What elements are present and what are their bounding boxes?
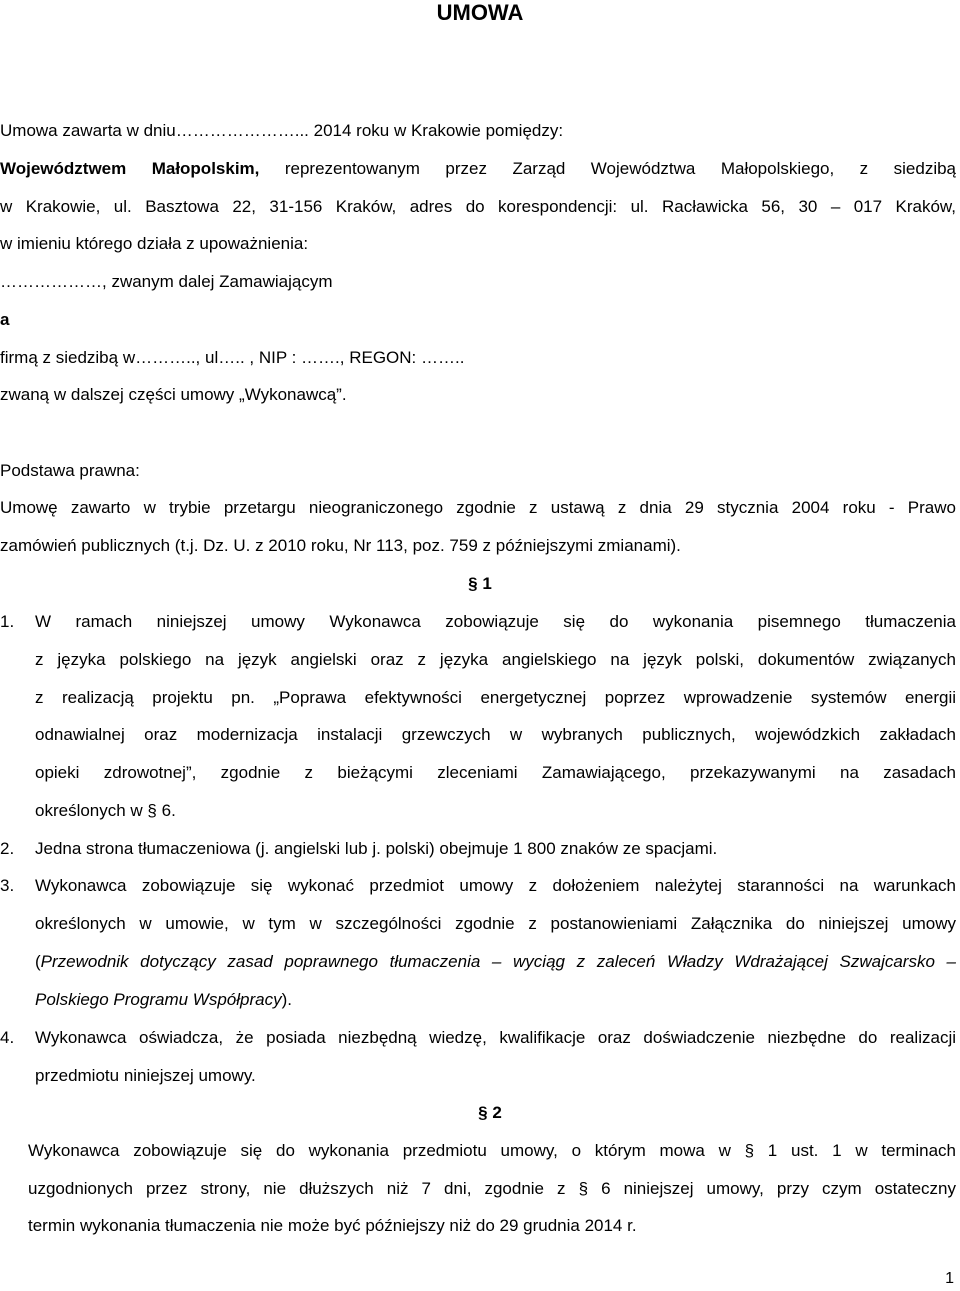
- p1-line4: odnawialnej oraz modernizacja instalacji grzewczych w wybranych publicznych, wojewódzkich zakładach: [35, 725, 956, 744]
- p3-guide-title: Przewodnik dotyczący zasad poprawnego tłumaczenia – wyciąg z zaleceń Władzy Wdrażającej Szwajcarsko –: [40, 952, 956, 971]
- p1-line2: z języka polskiego na język angielski oraz z języka angielskiego na język polski, dokumentów związanych: [35, 650, 956, 669]
- section2-heading: § 2: [478, 1103, 502, 1122]
- p2-number: 2.: [0, 839, 15, 858]
- p1-number: 1.: [0, 612, 15, 631]
- legal-basis-line2: zamówień publicznych (t.j. Dz. U. z 2010 roku, Nr 113, poz. 759 z późniejszymi zmianami).: [0, 536, 681, 555]
- p3-line2: określonych w umowie, w tym w szczególności zgodnie z postanowieniami Załącznika do niniejszej umowy: [35, 914, 956, 933]
- p3-open-paren: (: [35, 952, 41, 971]
- p3-line1: Wykonawca zobowiązuje się wykonać przedmiot umowy z dołożeniem należytej staranności na warunkach: [35, 876, 956, 895]
- legal-basis-heading: Podstawa prawna:: [0, 461, 140, 480]
- p1-line1: W ramach niniejszej umowy Wykonawca zobowiązuje się do wykonania pisemnego tłumaczenia: [35, 612, 956, 631]
- s2-line3: termin wykonania tłumaczenia nie może być późniejszy niż do 29 grudnia 2014 r.: [28, 1216, 637, 1235]
- s2-line2: uzgodnionych przez strony, nie dłuższych niż 7 dni, zgodnie z § 6 niniejszej umowy, przy czym ostateczny: [28, 1179, 956, 1198]
- party1-authorization: w imieniu którego działa z upoważnienia:: [0, 234, 309, 253]
- document-title: UMOWA: [436, 0, 524, 25]
- contract-date-line: Umowa zawarta w dniu…………………... 2014 roku w Krakowie pomiędzy:: [0, 121, 564, 140]
- p4-line2: przedmiotu niniejszej umowy.: [35, 1066, 256, 1085]
- p3-line3: [35, 951, 956, 973]
- p1-line6: określonych w § 6.: [35, 801, 176, 820]
- p1-line3: z realizacją projektu pn. „Poprawa efektywności energetycznej poprzez wprowadzenie systemów energii: [35, 688, 956, 707]
- p1-line5: opieki zdrowotnej”, zgodnie z bieżącymi zleceniami Zamawiającego, przekazywanymi na zasadach: [35, 763, 956, 782]
- p3-close-paren: ).: [281, 990, 292, 1009]
- p4-number: 4.: [0, 1028, 15, 1047]
- party1-rest: reprezentowanym przez Zarząd Województwa Małopolskiego, z siedzibą: [259, 159, 956, 178]
- orderer-line: ………………, zwanym dalej Zamawiającym: [0, 272, 333, 291]
- p3-program-name: Polskiego Programu Współpracy: [35, 990, 282, 1009]
- section1-heading: § 1: [468, 574, 492, 593]
- page-number: 1: [945, 1270, 954, 1287]
- s2-line1: Wykonawca zobowiązuje się do wykonania przedmiotu umowy, o którym mowa w § 1 ust. 1 w terminach: [28, 1141, 956, 1160]
- legal-basis-line1: Umowę zawarto w trybie przetargu nieograniczonego zgodnie z ustawą z dnia 29 stycznia 2004 roku - Prawo: [0, 498, 956, 517]
- contractor-details: firmą z siedzibą w……….., ul….. , NIP : ……., REGON: ……..: [0, 348, 465, 367]
- p3-line4: [35, 989, 292, 1011]
- party1-address: w Krakowie, ul. Basztowa 22, 31-156 Kraków, adres do korespondencji: ul. Racławicka 56, 30 – 017 Kraków,: [0, 197, 956, 216]
- p4-line1: Wykonawca oświadcza, że posiada niezbędną wiedzę, kwalifikacje oraz doświadczenie niezbędne do realizacji: [35, 1028, 956, 1047]
- p3-number: 3.: [0, 876, 15, 895]
- p2-text: Jedna strona tłumaczeniowa (j. angielski lub j. polski) obejmuje 1 800 znaków ze spacjami.: [35, 839, 718, 858]
- and-line: a: [0, 310, 10, 329]
- contractor-label: zwaną w dalszej części umowy „Wykonawcą”.: [0, 385, 347, 404]
- party1-name: Województwem Małopolskim,: [0, 159, 260, 178]
- party1-line: [0, 158, 956, 180]
